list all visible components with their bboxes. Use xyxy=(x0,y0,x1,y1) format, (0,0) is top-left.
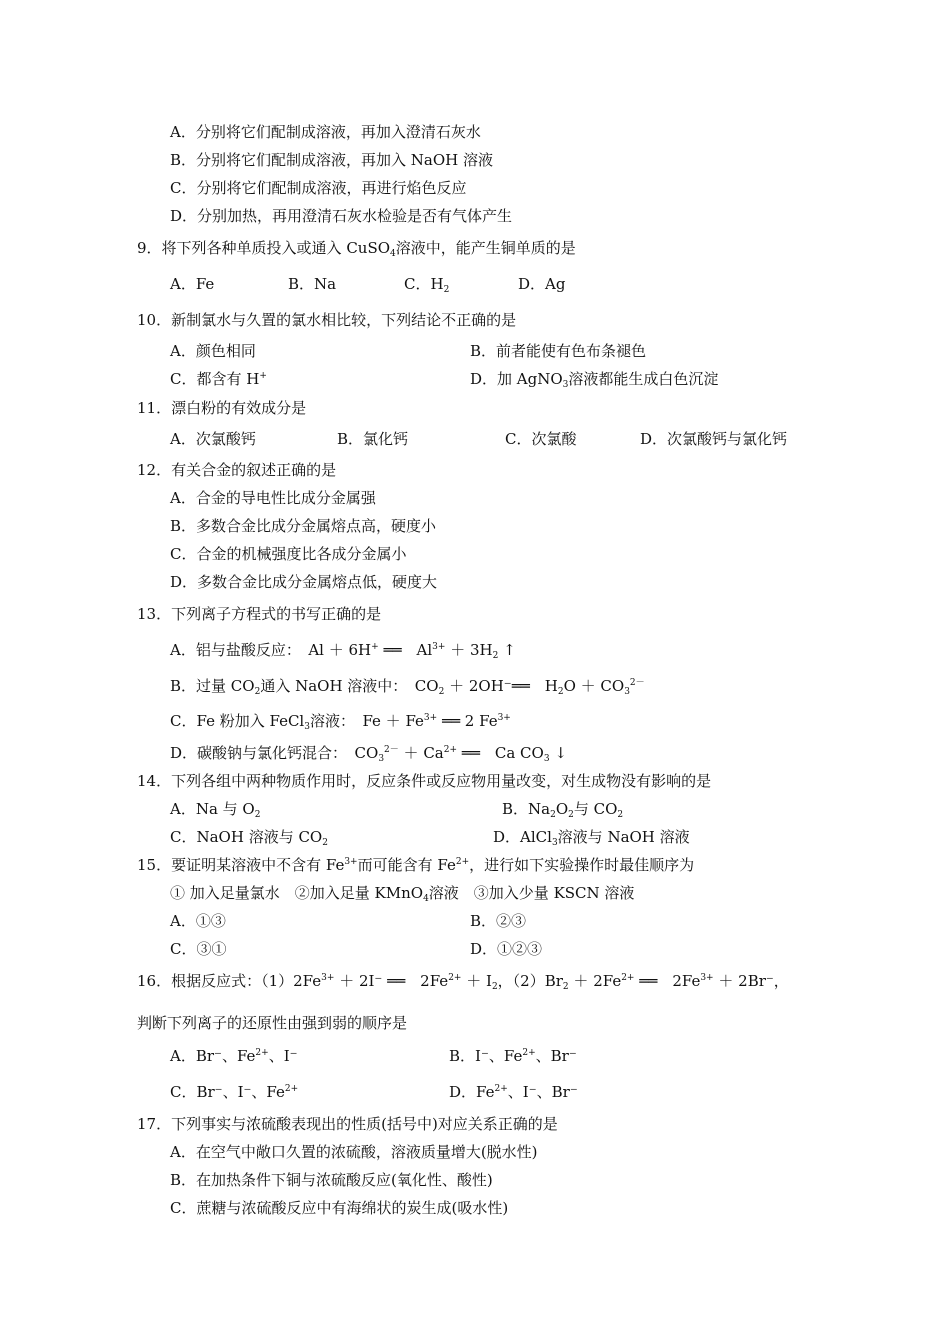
q16-option-c: C．Br⁻、I⁻、$Fe^{2+}$ xyxy=(170,1083,299,1101)
q11-option-b: B．氯化钙 xyxy=(337,430,409,448)
q13-option-c: C．Fe 粉加入 FeCl$_3$溶液： $Fe + Fe^{3+}$ ══ 2 $Fe^{3+}$ xyxy=(170,712,511,732)
q11-option-c: C．次氯酸 xyxy=(505,430,577,448)
q16-option-b: B．I⁻、$Fe^{2+}$、Br⁻ xyxy=(449,1047,577,1065)
q8-option-a: A．分别将它们配制成溶液，再加入澄清石灰水 xyxy=(170,123,481,141)
q10-option-b: B．前者能使有色布条褪色 xyxy=(470,342,647,360)
q13-option-a: A．铝与盐酸反应： Al ＋ 6H+ ══ $Al^{3+} + 3H_2$ ↑ xyxy=(170,641,516,661)
q9-option-a: A．Fe xyxy=(170,275,215,293)
q15-option-a: A．①③ xyxy=(170,912,226,930)
q14-option-a: A．Na 与 $O_2$ xyxy=(170,800,261,820)
q15-operations: ① 加入足量氯水 ②加入足量 KMnO$_4$溶液 ③加入少量 KSCN 溶液 xyxy=(170,884,635,904)
q15-option-d: D．①②③ xyxy=(470,940,543,958)
q14-option-b: B．$Na_2O_2$与 $CO_2$ xyxy=(502,800,624,820)
q17-option-a: A．在空气中敞口久置的浓硫酸，溶液质量增大(脱水性) xyxy=(170,1143,538,1161)
q16-option-d: D．$Fe^{2+}$、I⁻、Br⁻ xyxy=(449,1083,578,1101)
q10-stem: 10．新制氯水与久置的氯水相比较，下列结论不正确的是 xyxy=(137,311,517,329)
q12-option-b: B．多数合金比成分金属熔点高，硬度小 xyxy=(170,517,437,535)
q15-option-b: B．②③ xyxy=(470,912,527,930)
q13-option-d: D．碳酸钠与氯化钙混合： $CO_3^{2-} + Ca^{2+}$ ══ Ca $CO_3$ ↓ xyxy=(170,744,567,764)
q15-stem: 15．要证明某溶液中不含有 $Fe^{3+}$而可能含有 $Fe^{2+}$，进行如下实验操作时最佳顺序为 xyxy=(137,856,695,874)
q8-option-c: C．分别将它们配制成溶液，再进行焰色反应 xyxy=(170,179,467,197)
q12-stem: 12．有关合金的叙述正确的是 xyxy=(137,461,337,479)
q8-option-d: D．分别加热，再用澄清石灰水检验是否有气体产生 xyxy=(170,207,513,225)
q14-option-d: D．AlCl$_3$溶液与 NaOH 溶液 xyxy=(493,828,690,848)
q10-option-d: D．加 AgNO$_3$溶液都能生成白色沉淀 xyxy=(470,370,719,390)
q13-stem: 13．下列离子方程式的书写正确的是 xyxy=(137,605,382,623)
q12-option-a: A．合金的导电性比成分金属强 xyxy=(170,489,376,507)
q16-stem-reactions: 16．根据反应式：$(1)2Fe^{3+} + 2I^-$ ══ $2Fe^{2+} + I_2$，$(2)Br_2 + 2Fe^{2+}$ ══ $2Fe^{3+} + 2Br^-$， xyxy=(137,972,789,992)
q12-option-d: D．多数合金比成分金属熔点低，硬度大 xyxy=(170,573,438,591)
q9-option-b: B．Na xyxy=(288,275,337,293)
q15-option-c: C．③① xyxy=(170,940,227,958)
q10-option-c: C．都含有 H+ xyxy=(170,370,267,388)
q11-option-a: A．次氯酸钙 xyxy=(170,430,256,448)
q9-option-d: D．Ag xyxy=(518,275,566,293)
q17-stem: 17．下列事实与浓硫酸表现出的性质(括号中)对应关系正确的是 xyxy=(137,1115,558,1133)
q11-stem: 11．漂白粉的有效成分是 xyxy=(137,399,307,417)
q8-option-b: B．分别将它们配制成溶液，再加入 NaOH 溶液 xyxy=(170,151,494,169)
q9-option-c: C．$H_2$ xyxy=(404,275,450,295)
q17-option-c: C．蔗糖与浓硫酸反应中有海绵状的炭生成(吸水性) xyxy=(170,1199,509,1217)
q16-option-a: A．Br⁻、$Fe^{2+}$、I⁻ xyxy=(170,1047,298,1065)
q12-option-c: C．合金的机械强度比各成分金属小 xyxy=(170,545,407,563)
q17-option-b: B．在加热条件下铜与浓硫酸反应(氧化性、酸性) xyxy=(170,1171,493,1189)
q16-stem: 判断下列离子的还原性由强到弱的顺序是 xyxy=(137,1014,408,1032)
q10-option-a: A．颜色相同 xyxy=(170,342,256,360)
q14-stem: 14．下列各组中两种物质作用时，反应条件或反应物用量改变，对生成物没有影响的是 xyxy=(137,772,712,790)
q11-option-d: D．次氯酸钙与氯化钙 xyxy=(640,430,788,448)
q14-option-c: C．NaOH 溶液与 $CO_2$ xyxy=(170,828,328,848)
q9-stem: 9．将下列各种单质投入或通入 CuSO$_4$溶液中，能产生铜单质的是 xyxy=(137,239,576,259)
q13-option-b: B．过量 $CO_2$通入 NaOH 溶液中： $CO_2$ ＋ 2OH⁻══ $H_2O + CO_3^{2-}$ xyxy=(170,677,645,697)
